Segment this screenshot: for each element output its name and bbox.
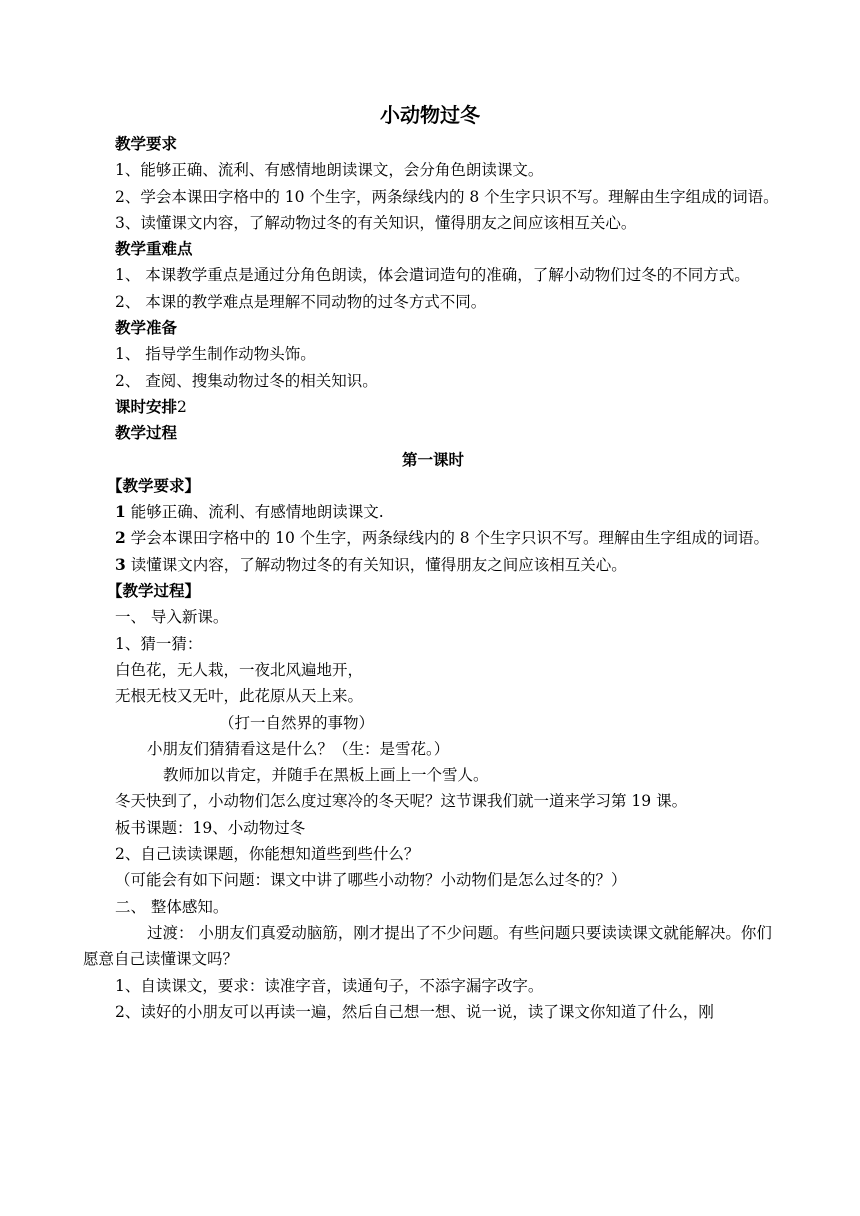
difficulty-2: 2、 本课的教学难点是理解不同动物的过冬方式不同。 xyxy=(115,292,487,311)
requirement-2: 2、学会本课田字格中的 10 个生字，两条绿线内的 8 个生字只识不写。理解由生字组成的词语。 xyxy=(115,187,779,206)
lesson-requirement-2-number: 2 xyxy=(115,528,126,548)
lesson-requirement-3-text: 读懂课文内容，了解动物过冬的有关知识，懂得朋友之间应该相互关心。 xyxy=(130,555,627,574)
heading-schedule xyxy=(83,394,783,420)
lesson-requirement-2 xyxy=(83,525,783,551)
lesson-requirement-3-number: 3 xyxy=(115,554,126,574)
section-two-item-1: 1、自读课文，要求：读准字音，读通句子，不添字漏字改字。 xyxy=(115,976,544,995)
riddle-hint: （打一自然界的事物） xyxy=(219,713,375,732)
riddle-line-2: 无根无枝又无叶，此花原从天上来。 xyxy=(115,687,364,706)
riddle-line-1: 白色花，无人栽，一夜北风遍地开， xyxy=(115,660,364,679)
bracket-heading-process: 【教学过程】 xyxy=(107,582,201,601)
lesson-requirement-2-text: 学会本课田字格中的 10 个生字，两条绿线内的 8 个生字只识不写。理解由生字组成的词语。 xyxy=(130,529,770,548)
lesson-requirement-3 xyxy=(83,552,783,578)
lesson-one-heading: 第一课时 xyxy=(401,450,464,469)
section-one: 一、 导入新课。 xyxy=(115,608,229,627)
preparation-2: 2、 查阅、搜集动物过冬的相关知识。 xyxy=(115,371,378,390)
heading-preparation: 教学准备 xyxy=(115,319,178,338)
possible-questions: （可能会有如下问题：课文中讲了哪些小动物？小动物们是怎么过冬的？） xyxy=(115,871,627,890)
winter-line: 冬天快到了，小动物们怎么度过寒冷的冬天呢？这节课我们就一道来学习第 19 课。 xyxy=(115,792,688,811)
document-body xyxy=(83,131,783,1025)
requirement-3: 3、读懂课文内容，了解动物过冬的有关知识，懂得朋友之间应该相互关心。 xyxy=(115,213,637,232)
schedule-label: 课时安排 xyxy=(115,397,178,416)
question-line: 小朋友们猜猜看这是什么？（生：是雪花。） xyxy=(147,739,450,758)
heading-key-difficulties: 教学重难点 xyxy=(115,240,193,259)
difficulty-1: 1、 本课教学重点是通过分角色朗读，体会遣词造句的准确，了解小动物们过冬的不同方式。 xyxy=(115,266,750,285)
section-two: 二、 整体感知。 xyxy=(115,897,229,916)
preparation-1: 1、 指导学生制作动物头饰。 xyxy=(115,345,316,364)
document-title: 小动物过冬 xyxy=(380,103,480,127)
requirement-1: 1、能够正确、流利、有感情地朗读课文，会分角色朗读课文。 xyxy=(115,161,544,180)
section-one-item-1: 1、猜一猜： xyxy=(115,634,203,653)
heading-process: 教学过程 xyxy=(115,424,178,443)
heading-teaching-requirements: 教学要求 xyxy=(115,135,178,153)
board-title-line: 板书课题：19、小动物过冬 xyxy=(115,818,306,837)
section-one-item-2: 2、自己读读课题，你能想知道些到些什么？ xyxy=(115,845,420,864)
lesson-requirement-1 xyxy=(83,499,783,525)
teacher-line: 教师加以肯定，并随手在黑板上画上一个雪人。 xyxy=(163,766,489,785)
transition-paragraph: 过渡： 小朋友们真爱动脑筋，刚才提出了不少问题。有些问题只要读读课文就能解决。你们愿意自己读懂课文吗？ xyxy=(83,923,772,969)
bracket-heading-requirements: 【教学要求】 xyxy=(107,476,201,495)
section-two-item-2: 2、读好的小朋友可以再读一遍，然后自己想一想、说一说，读了课文你知道了什么，刚 xyxy=(115,1002,714,1021)
schedule-value: 2 xyxy=(177,397,187,416)
lesson-requirement-1-number: 1 xyxy=(115,502,126,522)
lesson-requirement-1-text: 能够正确、流利、有感情地朗读课文. xyxy=(130,503,384,522)
